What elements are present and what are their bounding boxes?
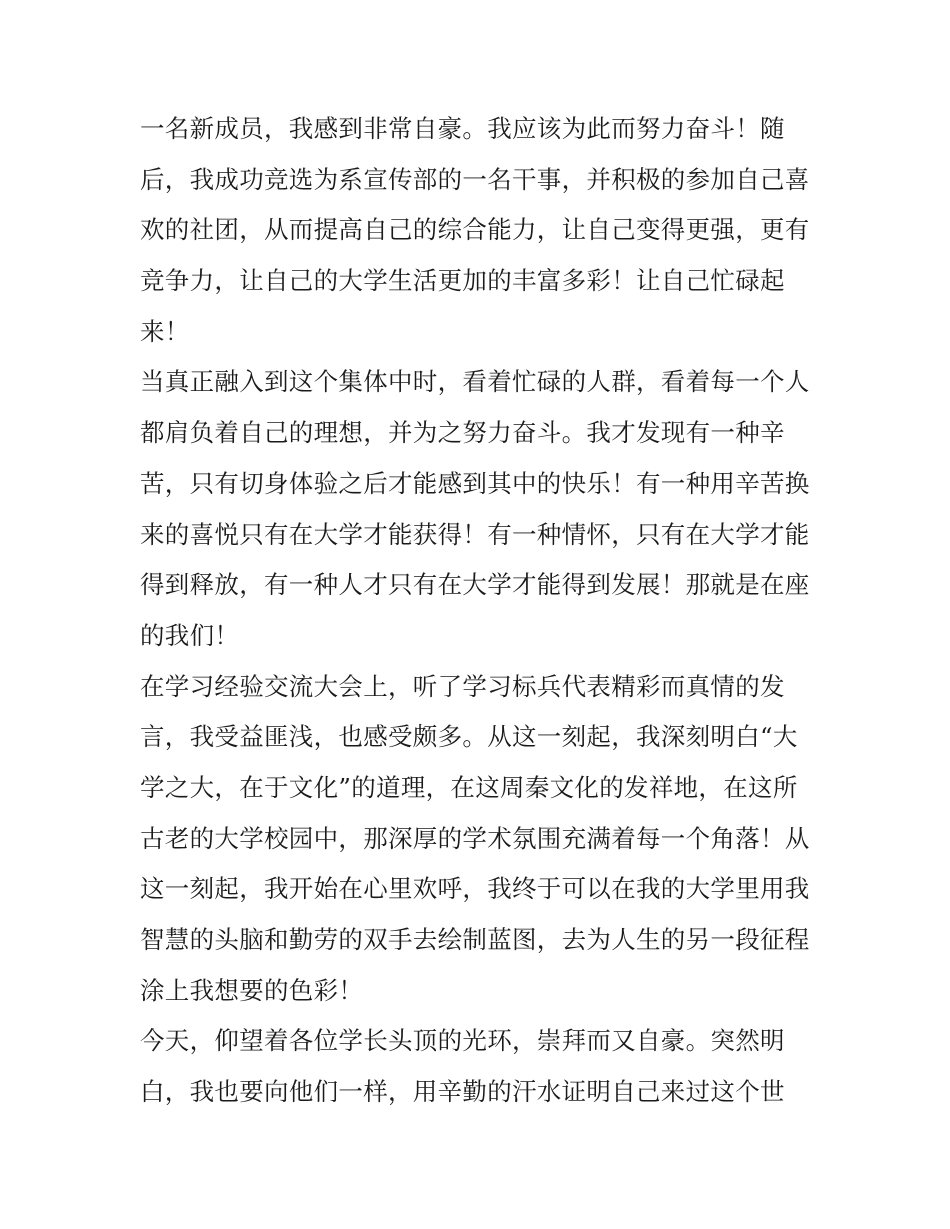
text-line: 后，我成功竞选为系宣传部的一名干事，并积极的参加自己喜 — [140, 164, 810, 194]
text-line: 的我们！ — [140, 620, 240, 650]
text-line: 苦，只有切身体验之后才能感到其中的快乐！有一种用辛苦换 — [140, 468, 810, 498]
text-line: 当真正融入到这个集体中时，看着忙碌的人群，看着每一个人 — [140, 367, 810, 397]
text-line: 一名新成员，我感到非常自豪。我应该为此而努力奋斗！随 — [140, 114, 785, 143]
text-line: 言，我受益匪浅，也感受颇多。从这一刻起，我深刻明白“大 — [140, 722, 798, 752]
text-line: 白，我也要向他们一样，用辛勤的汗水证明自己来过这个世 — [140, 1077, 785, 1107]
text-line: 涂上我想要的色彩！ — [140, 975, 364, 1005]
text-line: 来！ — [140, 316, 190, 346]
text-line: 得到释放，有一种人才只有在大学才能得到发展！那就是在座 — [140, 570, 810, 600]
text-line: 今天，仰望着各位学长头顶的光环，崇拜而又自豪。突然明 — [140, 1026, 785, 1056]
text-line: 来的喜悦只有在大学才能获得！有一种情怀，只有在大学才能 — [140, 519, 810, 549]
text-line: 竞争力，让自己的大学生活更加的丰富多彩！让自己忙碌起 — [140, 266, 785, 296]
text-line: 这一刻起，我开始在心里欢呼，我终于可以在我的大学里用我 — [140, 874, 810, 904]
body-text — [140, 104, 820, 1118]
text-line: 在学习经验交流大会上，听了学习标兵代表精彩而真情的发 — [140, 671, 785, 701]
text-line: 欢的社团，从而提高自己的综合能力，让自己变得更强，更有 — [140, 215, 810, 245]
text-line: 智慧的头脑和勤劳的双手去绘制蓝图，去为人生的另一段征程 — [140, 925, 810, 954]
text-line: 古老的大学校园中，那深厚的学术氛围充满着每一个角落！从 — [140, 823, 810, 853]
text-line: 都肩负着自己的理想，并为之努力奋斗。我才发现有一种辛 — [140, 418, 785, 448]
text-line: 学之大，在于文化”的道理，在这周秦文化的发祥地，在这所 — [140, 772, 798, 802]
